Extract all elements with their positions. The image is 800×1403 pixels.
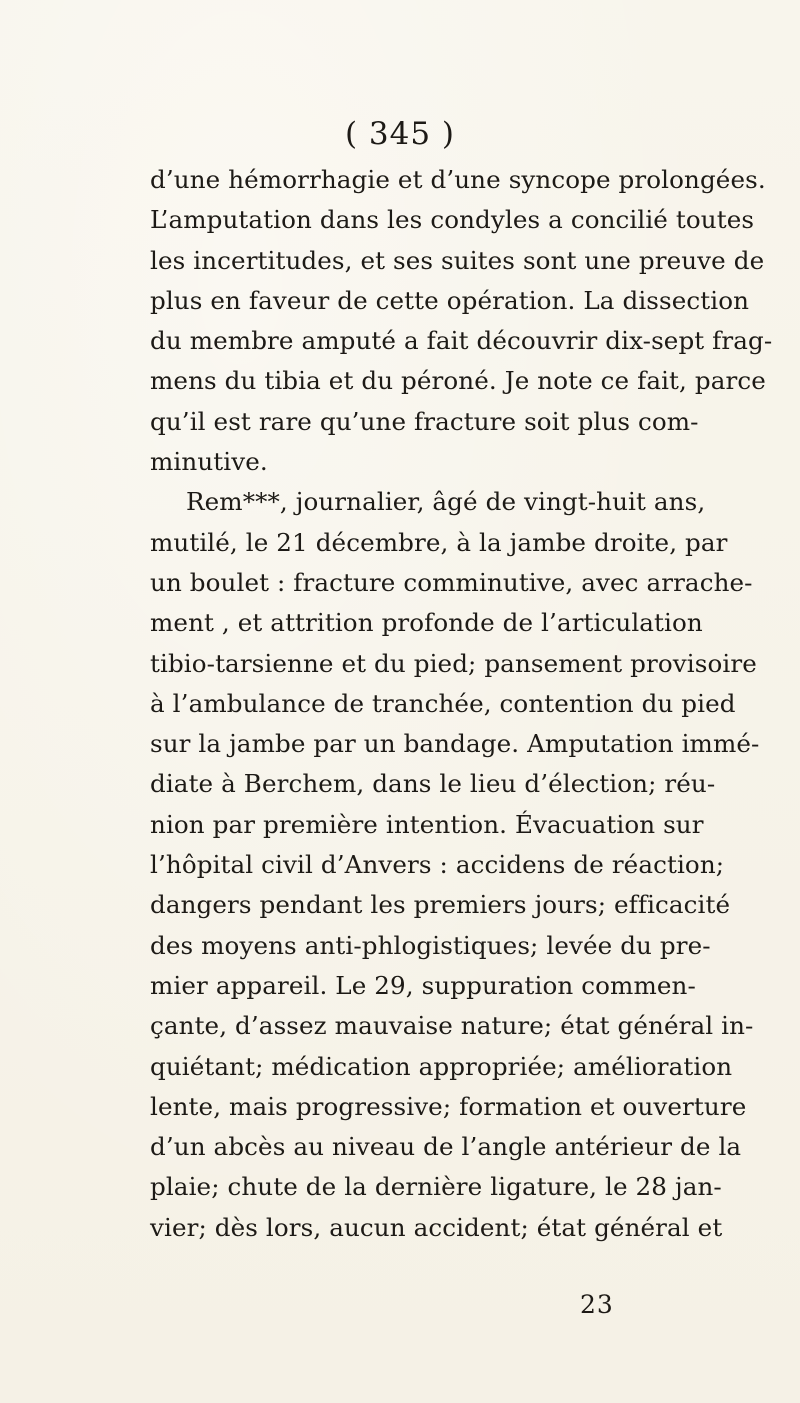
text-line: L’amputation dans les condyles a concilié toutes — [150, 205, 755, 235]
text-line: un boulet : fracture comminutive, avec arrache- — [150, 567, 753, 597]
body-text — [150, 160, 773, 1248]
page-number: ( 345 ) — [344, 116, 456, 152]
text-line: diate à Berchem, dans le lieu d’élection; réu- — [150, 769, 716, 799]
text-line: les incertitudes, et ses suites sont une preuve de — [150, 245, 765, 275]
text-line: plus en faveur de cette opération. La dissection — [150, 285, 750, 315]
text-line: mens du tibia et du péroné. Je note ce fait, parce — [150, 366, 766, 396]
text-line: des moyens anti-phlogistiques; levée du pre- — [150, 930, 711, 960]
text-line: Rem***, journalier, âgé de vingt-huit ans, — [186, 487, 706, 517]
text-line: vier; dès lors, aucun accident; état général et — [150, 1212, 723, 1242]
signature-mark: 23 — [580, 1290, 614, 1319]
text-line: qu’il est rare qu’une fracture soit plus com- — [150, 406, 699, 436]
text-line: d’un abcès au niveau de l’angle antérieur de la — [150, 1132, 742, 1162]
text-line: minutive. — [150, 447, 268, 477]
text-line: mutilé, le 21 décembre, à la jambe droite, par — [150, 527, 728, 557]
text-line: sur la jambe par un bandage. Amputation immé- — [150, 729, 760, 759]
text-line: ment , et attrition profonde de l’articulation — [150, 608, 703, 638]
text-line: quiétant; médication appropriée; amélioration — [150, 1051, 733, 1081]
text-line: l’hôpital civil d’Anvers : accidens de réaction; — [150, 850, 725, 880]
text-line: lente, mais progressive; formation et ouverture — [150, 1091, 747, 1121]
text-line: nion par première intention. Évacuation sur — [150, 809, 704, 839]
text-line: dangers pendant les premiers jours; efficacité — [150, 890, 731, 920]
text-line: à l’ambulance de tranchée, contention du pied — [150, 688, 736, 718]
text-line: tibio-tarsienne et du pied; pansement provisoire — [150, 648, 757, 678]
text-line: mier appareil. Le 29, suppuration commen- — [150, 970, 696, 1000]
text-line: çante, d’assez mauvaise nature; état général in- — [150, 1011, 754, 1041]
text-line: d’une hémorrhagie et d’une syncope prolongées. — [150, 165, 766, 194]
text-line: plaie; chute de la dernière ligature, le 28 jan- — [150, 1172, 722, 1202]
text-line: du membre amputé a fait découvrir dix-sept frag- — [150, 326, 773, 356]
